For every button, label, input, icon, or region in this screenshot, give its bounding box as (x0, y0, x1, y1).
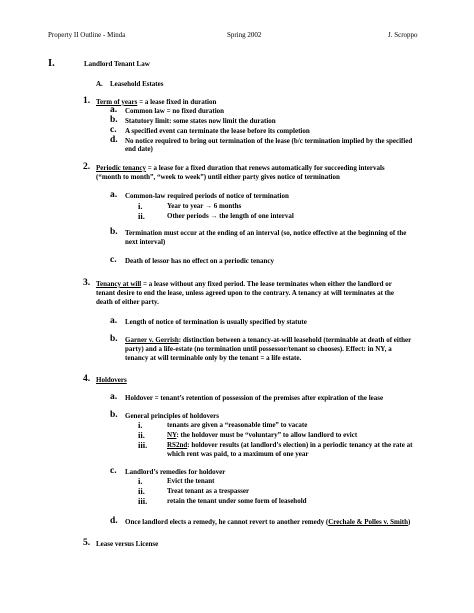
list-item-continued: which rent was paid, to a maximum of one year (167, 450, 309, 458)
item-number: 3. (83, 278, 91, 288)
case-name: Garner v. Gerrish (125, 336, 179, 344)
roman-marker: i. (138, 201, 143, 211)
list-marker: d. (110, 135, 118, 145)
list-item (125, 336, 411, 345)
list-item: Termination must occur at the ending of an interval (so, notice effective at the beginning of the (125, 229, 407, 237)
item-text (96, 164, 385, 173)
list-item-continued: end date) (125, 145, 153, 153)
list-marker: c. (110, 255, 117, 265)
subsection-title: Leasehold Estates (110, 80, 164, 88)
roman-marker: ii. (138, 430, 145, 440)
remedy-text: Once landlord elects a remedy, he cannot revert to another remedy ( (125, 518, 329, 526)
list-item (167, 441, 412, 450)
list-item (125, 518, 410, 527)
jurisdiction-label: NY (167, 431, 177, 439)
header-center: Spring 2002 (227, 31, 262, 39)
list-item: Other periods → the length of one interval (167, 212, 294, 220)
term-definition: = a lease without any fixed period. The lease terminates when either the landlord or (141, 280, 392, 288)
term-definition: = a lease for a fixed duration that renews automatically for succeeding intervals (145, 164, 385, 172)
list-item: Common-law required periods of notice of termination (125, 192, 289, 200)
item-text (96, 280, 392, 289)
term-definition: = a lease fixed in duration (137, 98, 217, 106)
list-marker: b. (110, 115, 118, 125)
list-item: Evict the tenant (167, 477, 215, 485)
header-left: Property II Outline - Minda (48, 31, 126, 39)
list-item: Year to year → 6 months (167, 202, 242, 210)
list-marker: b. (110, 410, 118, 420)
list-item: General principles of holdovers (125, 412, 219, 420)
rule-text: : holdover results (at landlord’s election) in a periodic tenancy at the rate at (187, 441, 413, 449)
list-item: Statutory limit: some states now limit the duration (125, 117, 276, 125)
list-marker: a. (110, 190, 118, 200)
term-name: Tenancy at will (96, 280, 142, 288)
list-item: Treat tenant as a trespasser (167, 487, 250, 495)
list-item (167, 431, 357, 440)
rule-text: : the holdover must be “voluntary” to allow landlord to evict (176, 431, 358, 439)
item-number: 2. (83, 162, 91, 172)
list-marker: a. (110, 316, 118, 326)
roman-marker: ii. (138, 486, 145, 496)
item-number: 1. (83, 96, 91, 106)
case-description: : distinction between a tenancy-at-will leasehold (terminable at death of either (178, 336, 412, 344)
term-name: Periodic tenancy (96, 164, 146, 172)
list-item: Landlord’s remedies for holdover (125, 468, 226, 476)
roman-marker: iii. (138, 496, 148, 506)
item-number: 5. (83, 538, 91, 548)
list-item: A specified event can terminate the lease before its completion (125, 127, 310, 135)
roman-marker: i. (138, 420, 143, 430)
roman-marker: ii. (138, 211, 145, 221)
list-item: Holdover = tenant’s retention of possession of the premises after expiration of the lease (125, 394, 384, 402)
term-name: Term of years (96, 98, 138, 106)
header-right: J. Scroppo (388, 31, 418, 39)
item-text: Lease versus License (96, 540, 159, 548)
subsection-marker: A. (96, 80, 103, 88)
term-name: Holdovers (96, 376, 127, 384)
case-name: Crechale & Polles v. Smith (328, 518, 409, 526)
item-text-continued: tenant desire to end the lease, unless agreed upon to the contrary. A tenancy at will terminates at the (96, 289, 394, 297)
list-item: Length of notice of termination is usually specified by statute (125, 318, 307, 326)
list-marker: a. (110, 105, 118, 115)
roman-marker: i. (138, 476, 143, 486)
list-marker: d. (110, 516, 118, 526)
jurisdiction-label: RS2nd (167, 441, 188, 449)
list-marker: b. (110, 227, 118, 237)
list-item-continued: tenancy at will terminable only by the tenant = a life estate. (125, 354, 302, 362)
list-item: tenants are given a “reasonable time” to vacate (167, 421, 308, 429)
item-text-continued: (“month to month”, “week to week”) until either party gives notice of termination (96, 173, 340, 181)
list-marker: c. (110, 466, 117, 476)
list-marker: a. (110, 392, 118, 402)
closing-paren: ) (408, 518, 411, 526)
roman-marker: iii. (138, 440, 148, 450)
list-item-continued: party) and a life-estate (no termination until possessor/tenant so chooses). Effect: in NY, a (125, 345, 392, 353)
item-text-continued: death of either party. (96, 298, 159, 306)
item-number: 4. (83, 374, 91, 384)
section-title: Landlord Tenant Law (84, 60, 150, 68)
list-item: Death of lessor has no effect on a periodic tenancy (125, 257, 274, 265)
list-item: retain the tenant under some form of leasehold (167, 497, 307, 505)
list-item-continued: next interval) (125, 238, 166, 246)
list-item: No notice required to bring out termination of the lease (b/c termination implied by the specified (125, 137, 413, 145)
list-marker: b. (110, 334, 118, 344)
section-numeral: I. (48, 58, 55, 69)
list-marker: c. (110, 125, 117, 135)
list-item: Common law = no fixed duration (125, 107, 225, 115)
